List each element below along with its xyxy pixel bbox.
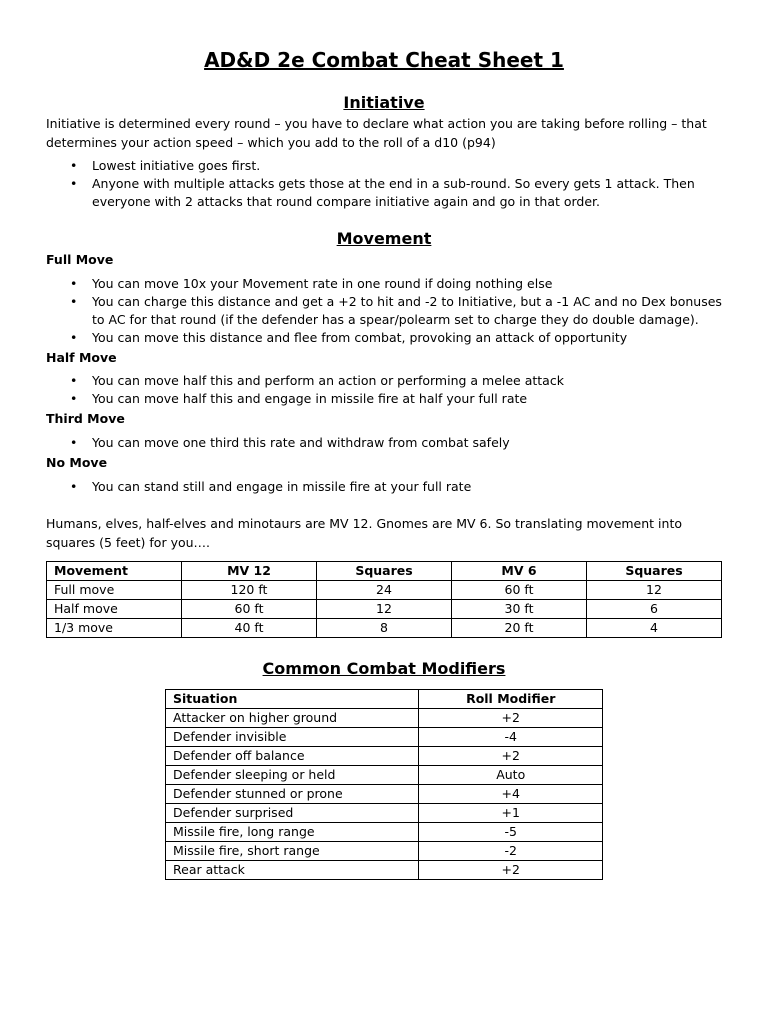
table-header-row <box>47 562 722 581</box>
full-move-label: Full Move <box>46 252 114 267</box>
table-cell: 1/3 move <box>47 619 182 638</box>
column-header: Squares <box>587 562 722 581</box>
table-cell: 40 ft <box>182 619 317 638</box>
table-cell: Defender invisible <box>166 728 419 747</box>
table-cell: -5 <box>419 823 603 842</box>
table-header-row <box>166 690 603 709</box>
column-header: MV 6 <box>452 562 587 581</box>
table-cell: -2 <box>419 842 603 861</box>
no-move-label: No Move <box>46 455 108 470</box>
table-cell: Missile fire, short range <box>166 842 419 861</box>
table-cell: 60 ft <box>452 581 587 600</box>
column-header: Roll Modifier <box>419 690 603 709</box>
table-cell: +2 <box>419 861 603 880</box>
table-row <box>166 747 603 766</box>
list-item: • You can move half this and engage in missile fire at half your full rate <box>92 390 722 408</box>
table-cell: Half move <box>47 600 182 619</box>
half-move-list <box>46 372 722 408</box>
no-move-list <box>46 478 722 496</box>
table-cell: 12 <box>317 600 452 619</box>
list-item: • Lowest initiative goes first. <box>92 157 722 175</box>
column-header: Movement <box>47 562 182 581</box>
table-row <box>166 709 603 728</box>
table-cell: 120 ft <box>182 581 317 600</box>
column-header: Squares <box>317 562 452 581</box>
third-move-label: Third Move <box>46 411 125 426</box>
table-cell: Attacker on higher ground <box>166 709 419 728</box>
list-item: • You can move half this and perform an action or performing a melee attack <box>92 372 722 390</box>
table-cell: Defender surprised <box>166 804 419 823</box>
list-item: • You can move this distance and flee from combat, provoking an attack of opportunity <box>92 329 722 347</box>
table-cell: 30 ft <box>452 600 587 619</box>
initiative-list <box>46 157 722 211</box>
table-cell: Defender off balance <box>166 747 419 766</box>
table-row <box>47 581 722 600</box>
full-move-list <box>46 275 722 347</box>
table-cell: +2 <box>419 747 603 766</box>
table-row <box>47 619 722 638</box>
table-cell: Defender sleeping or held <box>166 766 419 785</box>
list-item: • You can charge this distance and get a +2 to hit and -2 to Initiative, but a -1 AC and no Dex bonuses to AC for that round (if the defender has a spear/polearm set to charge they do double damage). <box>92 293 722 329</box>
table-cell: Rear attack <box>166 861 419 880</box>
table-row <box>166 785 603 804</box>
third-move-list <box>46 434 722 452</box>
column-header: Situation <box>166 690 419 709</box>
table-cell: Defender stunned or prone <box>166 785 419 804</box>
table-cell: 4 <box>587 619 722 638</box>
table-row <box>166 728 603 747</box>
table-row <box>166 842 603 861</box>
movement-note: Humans, elves, half-elves and minotaurs are MV 12. Gnomes are MV 6. So translating movement into squares (5 feet) for you…. <box>46 516 682 550</box>
movement-heading: Movement <box>336 229 432 248</box>
table-cell: 20 ft <box>452 619 587 638</box>
table-cell: 8 <box>317 619 452 638</box>
column-header: MV 12 <box>182 562 317 581</box>
table-cell: +4 <box>419 785 603 804</box>
movement-table <box>46 561 722 638</box>
table-cell: +1 <box>419 804 603 823</box>
table-row <box>166 804 603 823</box>
table-cell: Full move <box>47 581 182 600</box>
list-item: • You can move one third this rate and withdraw from combat safely <box>92 434 722 452</box>
table-cell: 24 <box>317 581 452 600</box>
table-cell: 6 <box>587 600 722 619</box>
list-item: • You can stand still and engage in missile fire at your full rate <box>92 478 722 496</box>
half-move-label: Half Move <box>46 350 117 365</box>
modifiers-table <box>165 689 603 880</box>
table-cell: Missile fire, long range <box>166 823 419 842</box>
table-cell: +2 <box>419 709 603 728</box>
list-item: • You can move 10x your Movement rate in one round if doing nothing else <box>92 275 722 293</box>
table-row <box>166 861 603 880</box>
table-cell: Auto <box>419 766 603 785</box>
table-cell: 60 ft <box>182 600 317 619</box>
page-title: AD&D 2e Combat Cheat Sheet 1 <box>204 48 564 72</box>
table-row <box>166 766 603 785</box>
table-row <box>166 823 603 842</box>
modifiers-heading: Common Combat Modifiers <box>262 659 506 678</box>
table-row <box>47 600 722 619</box>
table-cell: -4 <box>419 728 603 747</box>
initiative-heading: Initiative <box>343 93 425 112</box>
initiative-intro: Initiative is determined every round – you have to declare what action you are taking before rolling – that determines your action speed – which you add to the roll of a d10 (p94) <box>46 116 707 150</box>
list-item: • Anyone with multiple attacks gets those at the end in a sub-round. So every gets 1 attack. Then everyone with 2 attacks that round compare initiative again and go in that order. <box>92 175 722 211</box>
table-cell: 12 <box>587 581 722 600</box>
